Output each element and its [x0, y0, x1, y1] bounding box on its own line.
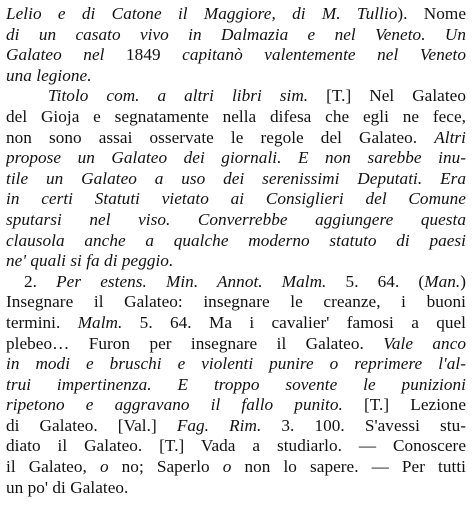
text-line	[6, 128, 466, 149]
italic-text: Malm.	[77, 312, 123, 332]
text-line	[6, 375, 466, 396]
italic-text: propose un Galateo dei giornali. E non sarebbe inu-	[6, 148, 466, 168]
text-line	[6, 169, 466, 190]
italic-text: o	[99, 457, 109, 477]
italic-text: in certi Statuti vietato ai Consiglieri del Comune	[6, 189, 466, 209]
text-segment: [T.] Nel Galateo	[308, 86, 466, 106]
text-segment: [T.] Lezione	[342, 395, 466, 415]
italic-text: o	[222, 457, 232, 477]
text-segment: di Galateo. [Val.]	[6, 415, 177, 435]
italic-text: Titolo com. a altri libri sim.	[48, 86, 309, 106]
text-segment: 3. 100. S'avessi stu-	[261, 415, 466, 435]
text-line	[6, 436, 466, 457]
italic-text: Altri	[434, 127, 466, 147]
italic-text: capitanò valentemente nel Veneto	[160, 45, 466, 65]
italic-text: Lelio e di Catone il Maggiore, di M. Tullio	[6, 4, 398, 23]
italic-text: Man.	[424, 271, 461, 291]
text-line	[6, 354, 466, 375]
text-segment: 5. 64. (	[326, 271, 425, 291]
text-line	[6, 107, 466, 128]
text-line	[6, 457, 466, 478]
text-segment: un po' di Galateo.	[6, 477, 129, 497]
text-line	[6, 272, 466, 293]
text-line	[6, 395, 466, 416]
text-line	[6, 251, 466, 272]
text-line	[6, 416, 466, 437]
text-line	[6, 25, 466, 46]
italic-text: di un casato vivo in Dalmazia e nel Veneto. Un	[6, 24, 466, 44]
italic-text: clausola anche a qualche moderno statuto di paesi	[6, 230, 466, 250]
text-segment: )	[460, 271, 466, 291]
text-segment: il Galateo,	[6, 457, 100, 477]
text-segment: del Gioja e segnatamente nella difesa che egli ne fece,	[6, 106, 466, 126]
text-line	[6, 313, 466, 334]
italic-text: tile un Galateo a uso dei serenissimi Deputati. Era	[6, 168, 466, 188]
text-line	[6, 334, 466, 355]
text-segment: no; Saperlo	[108, 457, 223, 477]
text-segment: 5. 64. Ma i cavalier' famosi a quel	[122, 312, 466, 332]
italic-text: in modi e bruschi e violenti punire o reprimere l'al-	[6, 354, 466, 374]
text-line	[6, 478, 466, 499]
text-segment: Insegnare il Galateo: insegnare le creanze, i buoni	[6, 292, 466, 312]
text-segment: 1849	[126, 45, 161, 65]
text-line	[6, 292, 466, 313]
text-line	[6, 45, 466, 66]
text-line	[6, 210, 466, 231]
text-segment: non lo sapere. — Per tutti	[231, 457, 466, 477]
text-line	[6, 189, 466, 210]
italic-text: ripetono e aggravano il fallo punito.	[6, 395, 343, 415]
italic-text: una legione.	[6, 65, 92, 85]
italic-text: trui impertinenza. E troppo sovente le punizioni	[6, 374, 466, 394]
italic-text: sputarsi nel viso. Converrebbe aggiungere questa	[6, 209, 466, 229]
italic-text: ne' quali si fa di peggio.	[6, 251, 174, 271]
italic-text: Galateo nel	[6, 45, 127, 65]
text-line	[6, 231, 466, 252]
text-segment: diato il Galateo. [T.] Vada a studiarlo. — Conoscere	[6, 436, 466, 456]
text-segment: ). Nome	[397, 4, 466, 23]
text-line	[6, 148, 466, 169]
text-line	[6, 66, 466, 87]
text-segment: 2.	[24, 271, 57, 291]
italic-text: Per estens. Min. Annot. Malm.	[56, 271, 327, 291]
text-line	[6, 4, 466, 25]
text-segment: plebeo… Furon per insegnare il Galateo.	[6, 333, 384, 353]
text-line	[6, 86, 466, 107]
italic-text: Fag. Rim.	[176, 415, 262, 435]
entry-text	[6, 4, 466, 498]
text-segment: non sono assai osservate le regole del Galateo.	[6, 127, 435, 147]
text-segment: termini.	[6, 312, 78, 332]
italic-text: Vale anco	[383, 333, 466, 353]
